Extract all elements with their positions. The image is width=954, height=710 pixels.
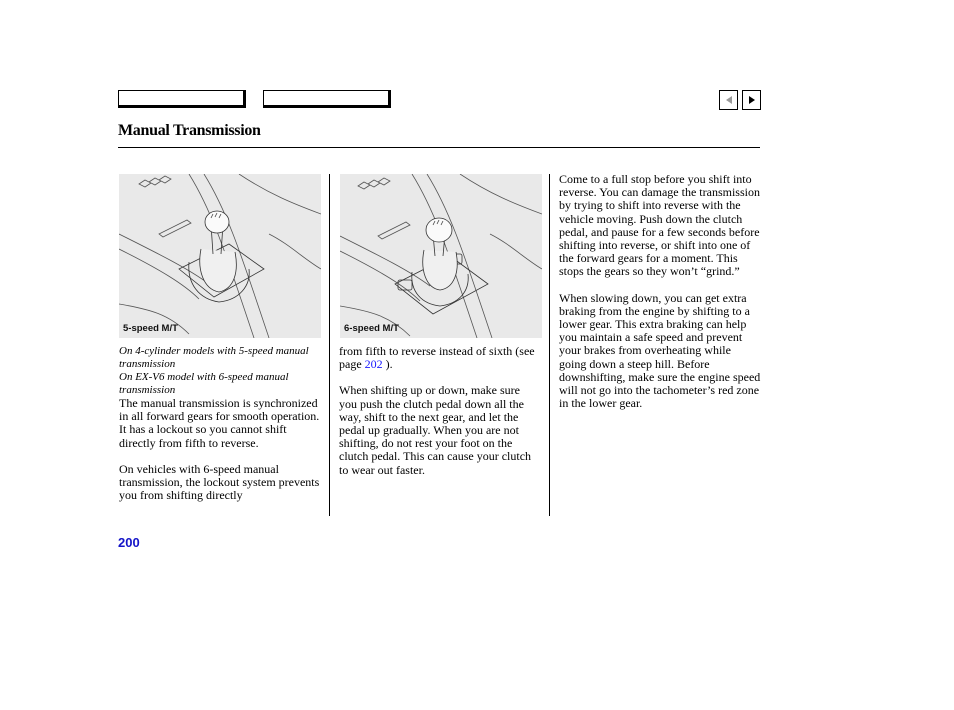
left-triangle-icon bbox=[724, 95, 734, 105]
figure-caption: 5-speed M/T bbox=[123, 323, 178, 334]
column-1-text bbox=[119, 345, 324, 502]
figure-caption: 6-speed M/T bbox=[344, 323, 399, 334]
previous-page-button[interactable] bbox=[719, 90, 738, 110]
model-note-4-cylinder: On 4-cylinder models with 5-speed manual transmission bbox=[119, 345, 309, 370]
page-title: Manual Transmission bbox=[118, 122, 261, 139]
shifter-illustration-5-speed bbox=[119, 174, 321, 338]
nav-button-1[interactable] bbox=[118, 90, 246, 108]
right-triangle-icon bbox=[747, 95, 757, 105]
paragraph: The manual transmission is synchronized in all forward gears for smooth operation. It has a lockout so you cannot shift directly from fifth to reverse. bbox=[119, 396, 320, 450]
title-rule bbox=[118, 147, 760, 148]
paragraph: On vehicles with 6-speed manual transmission, the lockout system prevents you from shifting directly bbox=[119, 461, 320, 503]
paragraph: from fifth to reverse instead of sixth (see page 202 ). bbox=[339, 344, 535, 372]
page-number: 200 bbox=[118, 535, 140, 550]
column-3-text bbox=[559, 173, 761, 410]
column-2-text bbox=[339, 345, 539, 477]
paragraph: Come to a full stop before you shift into reverse. You can damage the transmission by trying to shift into reverse with the vehicle moving. Push down the clutch pedal, and pause for a few seconds before shifting into reverse, or shift into one of the forward gears for a moment. This stops the gears so they won’t “grind.” bbox=[559, 172, 760, 279]
paragraph: When shifting up or down, make sure you push the clutch pedal down all the way, shift to the next gear, and let the pedal up gradually. When you are not shifting, do not rest your foot on the clutch pedal. This can cause your clutch to wear out faster. bbox=[339, 383, 532, 477]
shifter-illustration-6-speed bbox=[340, 174, 542, 338]
nav-button-2[interactable] bbox=[263, 90, 391, 108]
page-202-link[interactable]: 202 bbox=[364, 357, 383, 372]
column-divider-2 bbox=[549, 174, 550, 516]
next-page-button[interactable] bbox=[742, 90, 761, 110]
paragraph: When slowing down, you can get extra braking from the engine by shifting to a lower gear. This extra braking can help you maintain a safe speed and prevent your brakes from overheating while going down a steep hill. Before downshifting, make sure the engine speed will not go into the tachometer’s red zone in the lower gear. bbox=[559, 290, 761, 411]
column-divider-1 bbox=[329, 174, 330, 516]
model-note-ex-v6: On EX-V6 model with 6-speed manual transmission bbox=[119, 371, 289, 396]
